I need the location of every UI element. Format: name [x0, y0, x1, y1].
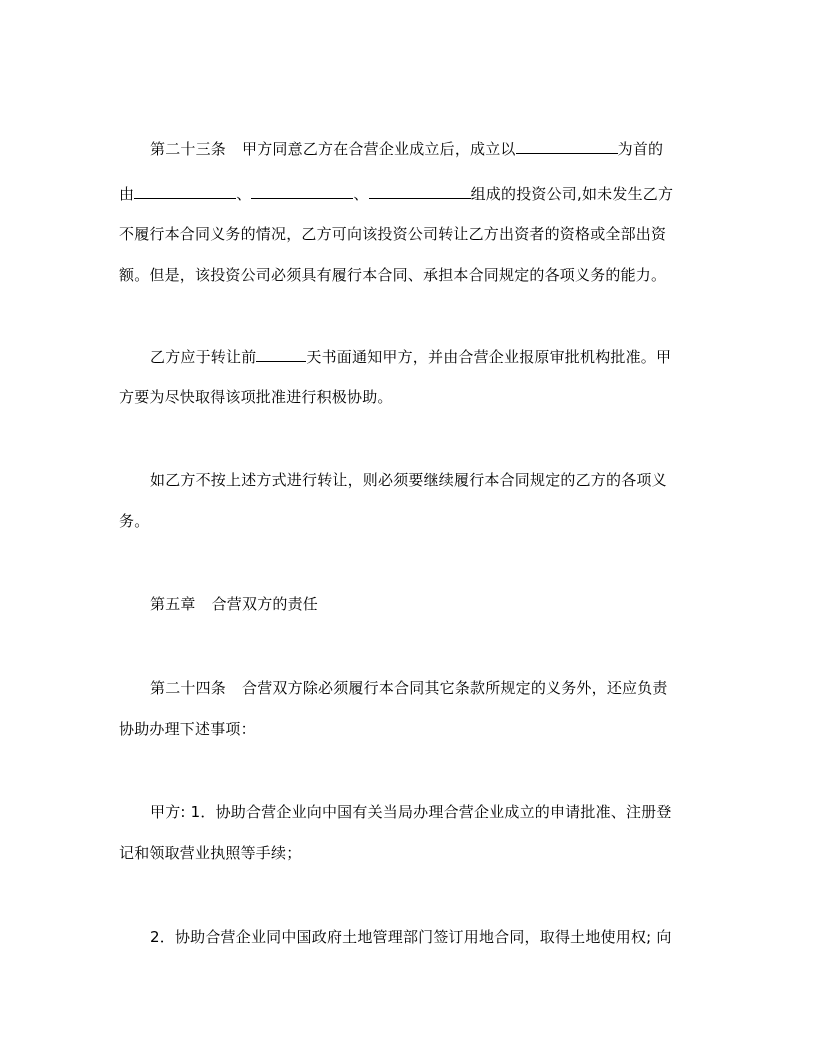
article-23-label: 第二十三条	[150, 140, 227, 158]
chapter-5-heading	[150, 595, 318, 613]
article-23-line-4: 额。但是，该投资公司必须具有履行本合同、承担本合同规定的各项义务的能力。	[119, 266, 667, 284]
article-23-line-1: 第二十三条 甲方同意乙方在合营企业成立后，成立以 为首的	[150, 140, 664, 158]
article-24-line-1: 第二十四条 合营双方除必须履行本合同其它条款所规定的义务外，还应负责	[150, 679, 668, 697]
article-23-line-2: 由 、 、 组成的投资公司,如未发生乙方	[119, 185, 674, 203]
chapter-5-title: 合营双方的责任	[211, 595, 319, 613]
paragraph-transfer-notice-line-2: 方要为尽快取得该项批准进行积极协助。	[119, 388, 393, 406]
article-24-label: 第二十四条	[150, 679, 227, 697]
blank-field	[251, 184, 353, 199]
party-a-item-1-line-1: 甲方: 1．协助合营企业向中国有关当局办理合营企业成立的申请批准、注册登	[150, 803, 672, 821]
blank-field	[256, 347, 306, 362]
blank-field	[516, 139, 618, 154]
blank-field	[369, 184, 471, 199]
paragraph-transfer-notice-line-1: 乙方应于转让前 天书面通知甲方，并由合营企业报原审批机构批准。甲	[150, 348, 672, 366]
chapter-5-label: 第五章	[150, 595, 196, 613]
party-a-item-1-line-2: 记和领取营业执照等手续；	[119, 844, 302, 862]
paragraph-noncompliance-line-2: 务。	[119, 512, 150, 530]
article-23-line-3: 不履行本合同义务的情况，乙方可向该投资公司转让乙方出资者的资格或全部出资	[119, 225, 667, 243]
paragraph-noncompliance-line-1: 如乙方不按上述方式进行转让，则必须要继续履行本合同规定的乙方的各项义	[150, 471, 667, 489]
article-24-line-2: 协助办理下述事项：	[119, 720, 256, 738]
blank-field	[134, 184, 236, 199]
party-a-item-2-line-1: 2．协助合营企业同中国政府土地管理部门签订用地合同，取得土地使用权; 向	[150, 928, 672, 946]
